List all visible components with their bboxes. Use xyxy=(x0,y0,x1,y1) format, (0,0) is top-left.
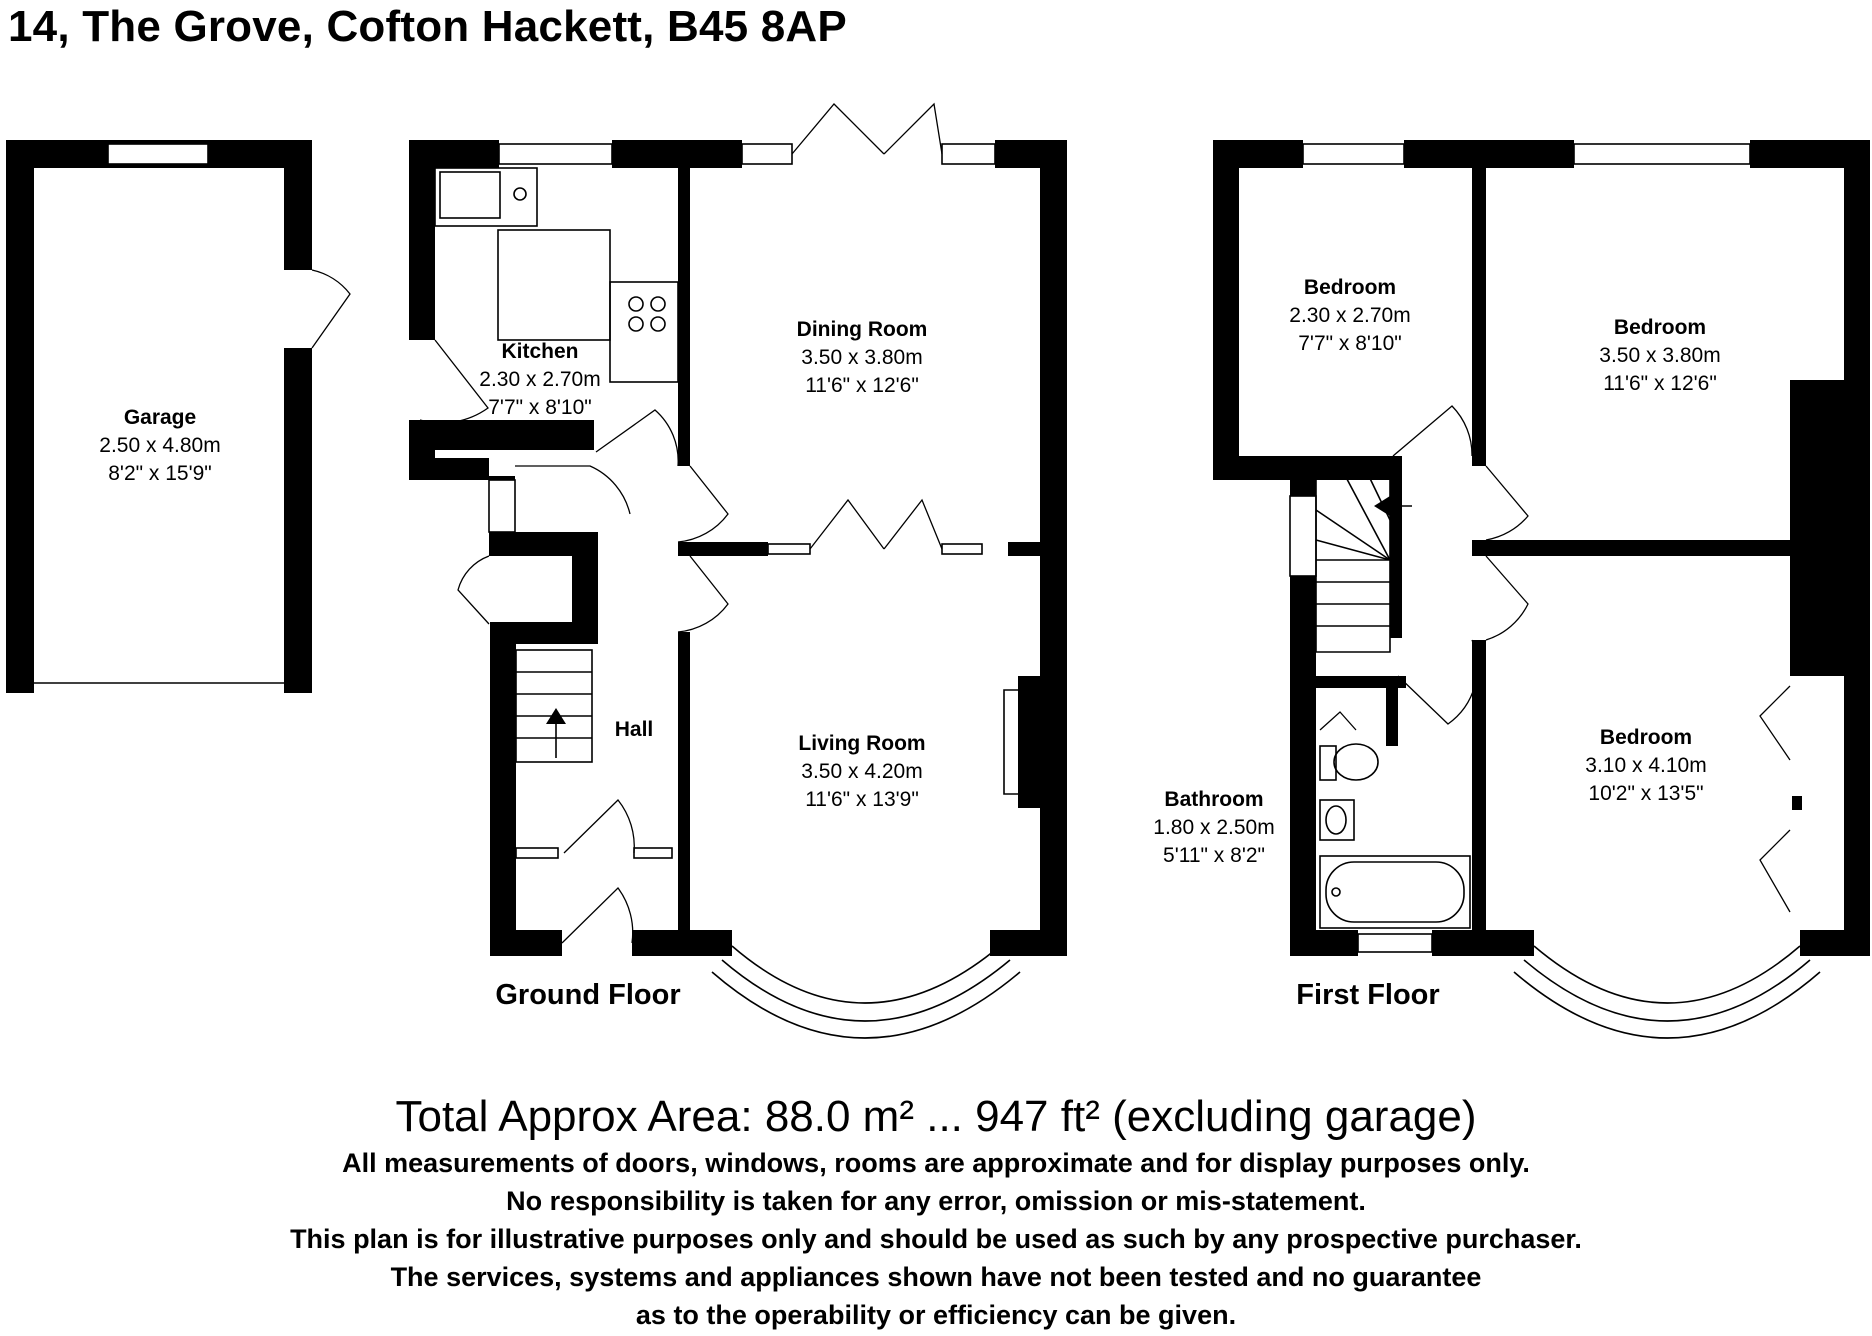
total-area: Total Approx Area: 88.0 m² ... 947 ft² (excluding garage) xyxy=(395,1092,1477,1141)
living-label: Living Room xyxy=(798,732,926,755)
first-stairs xyxy=(1316,466,1390,652)
living-imperial: 11'6" x 13'9" xyxy=(805,788,919,811)
bedroom-front-metric: 3.10 x 4.10m xyxy=(1585,754,1707,777)
dining-french-doors xyxy=(792,104,942,154)
wc-door xyxy=(458,556,489,624)
disclaimer-line: The services, systems and appliances shown have not been tested and no guarantee xyxy=(390,1262,1482,1292)
hall-side-window xyxy=(489,480,515,532)
dining-window-left xyxy=(742,144,792,164)
bedroom-front-label: Bedroom xyxy=(1599,726,1693,749)
kitchen-sink xyxy=(440,172,500,218)
bedroom-small-imperial: 7'7" x 8'10" xyxy=(1298,332,1402,355)
bedroom-small-label: Bedroom xyxy=(1303,276,1397,299)
bedroom-small-door xyxy=(1393,406,1472,456)
kitchen-hob xyxy=(610,282,678,382)
bedroom-rear-label: Bedroom xyxy=(1613,316,1707,339)
bathroom-door xyxy=(1398,640,1477,724)
bedroom-rear-metric: 3.50 x 3.80m xyxy=(1599,344,1721,367)
ground-stairs xyxy=(516,650,592,762)
garage-label: Garage xyxy=(123,406,197,429)
stairs-down-arrow xyxy=(1374,496,1390,516)
kitchen-imperial: 7'7" x 8'10" xyxy=(488,396,592,419)
garage-imperial: 8'2" x 15'9" xyxy=(108,462,212,485)
first-floor-plan xyxy=(1213,140,1870,1038)
living-hall-door xyxy=(678,556,728,632)
kitchen-metric: 2.30 x 2.70m xyxy=(479,368,601,391)
toilet xyxy=(1334,744,1378,780)
front-door xyxy=(562,888,633,943)
disclaimer-line: No responsibility is taken for any error, omission or mis-statement. xyxy=(506,1186,1366,1216)
garage-side-door xyxy=(312,270,350,348)
disclaimer-line: This plan is for illustrative purposes only and should be used as such by any prospective purchaser. xyxy=(290,1224,1582,1254)
bathroom-label: Bathroom xyxy=(1164,788,1264,811)
bath xyxy=(1320,856,1470,928)
first-floor-label: First Floor xyxy=(1296,979,1440,1011)
ground-floor-label: Ground Floor xyxy=(495,979,681,1011)
garage-metric: 2.50 x 4.80m xyxy=(99,434,221,457)
bathroom-imperial: 5'11" x 8'2" xyxy=(1163,844,1265,867)
garage-window xyxy=(108,144,208,164)
bedroom-front-door xyxy=(1486,556,1528,640)
footer xyxy=(0,1090,1872,1334)
bedroom-front-imperial: 10'2" x 13'5" xyxy=(1588,782,1704,805)
disclaimer-line: All measurements of doors, windows, rooms are approximate and for display purposes only. xyxy=(342,1148,1530,1178)
kitchen-label: Kitchen xyxy=(501,340,579,363)
cupboard-door xyxy=(515,466,630,514)
dining-window-right xyxy=(942,144,995,164)
wardrobe-doors xyxy=(1760,686,1790,912)
living-fireplace xyxy=(1004,690,1018,794)
landing-window xyxy=(1290,496,1316,576)
porch-door xyxy=(564,800,634,853)
kitchen-back-door xyxy=(420,340,488,423)
bedroom-rear-door xyxy=(1486,466,1528,540)
bedroom-small-metric: 2.30 x 2.70m xyxy=(1289,304,1411,327)
kitchen-window xyxy=(499,144,612,164)
ground-floor-plan xyxy=(409,104,1067,1038)
bedroom-small-window xyxy=(1303,144,1404,164)
property-address-title: 14, The Grove, Cofton Hackett, B45 8AP xyxy=(8,2,847,51)
living-metric: 3.50 x 4.20m xyxy=(801,760,923,783)
dining-hall-door xyxy=(678,466,728,542)
dining-metric: 3.50 x 3.80m xyxy=(801,346,923,369)
bathroom-window xyxy=(1358,934,1432,952)
dining-imperial: 11'6" x 12'6" xyxy=(805,374,919,397)
bedroom-rear-imperial: 11'6" x 12'6" xyxy=(1603,372,1717,395)
dining-label: Dining Room xyxy=(796,318,928,341)
bathroom-metric: 1.80 x 2.50m xyxy=(1153,816,1275,839)
bedroom-rear-window xyxy=(1574,144,1750,164)
disclaimer-line: as to the operability or efficiency can be given. xyxy=(635,1300,1237,1330)
kitchen-hall-door xyxy=(596,410,678,466)
dining-living-doors xyxy=(810,500,942,549)
hall-label: Hall xyxy=(614,718,654,741)
